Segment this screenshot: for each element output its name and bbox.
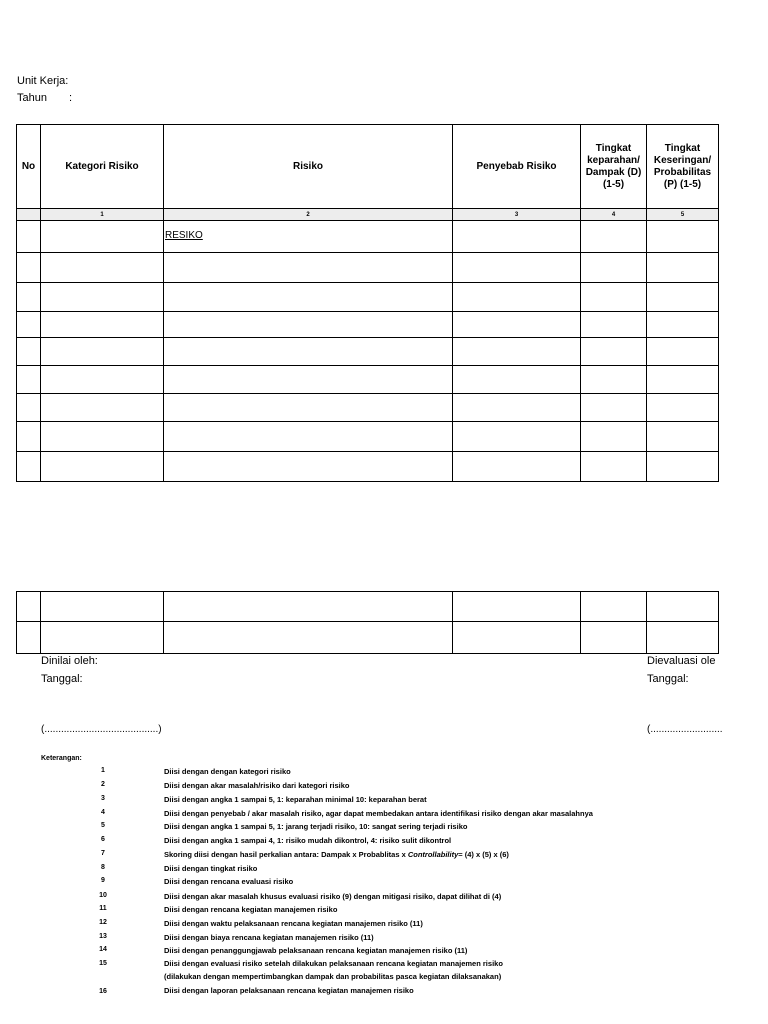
table-cell[interactable] <box>41 283 164 312</box>
table-cell[interactable] <box>164 422 453 452</box>
col-number: 4 <box>581 209 647 221</box>
table-cell[interactable] <box>41 452 164 482</box>
col-number: 3 <box>453 209 581 221</box>
table-row <box>17 338 719 366</box>
table-cell[interactable] <box>41 338 164 366</box>
keterangan-text: Diisi dengan dengan kategori risiko <box>164 767 291 776</box>
table-row <box>17 394 719 422</box>
column-number-row <box>17 209 719 221</box>
keterangan-text: Diisi dengan rencana kegiatan manajemen risiko <box>164 905 338 914</box>
table-cell[interactable] <box>17 283 41 312</box>
keterangan-item <box>0 988 768 1000</box>
table-cell[interactable] <box>41 622 164 654</box>
table-cell[interactable] <box>17 312 41 338</box>
keterangan-number: 6 <box>101 836 105 843</box>
table-cell[interactable] <box>41 253 164 283</box>
col-number <box>17 209 41 221</box>
keterangan-text: Diisi dengan waktu pelaksanaan rencana kegiatan manajemen risiko (11) <box>164 919 423 928</box>
table-cell[interactable] <box>581 422 647 452</box>
keterangan-text-continued: (dilakukan dengan mempertimbangkan dampak dan probabilitas pasca kegiatan dilaksanakan) <box>164 972 502 981</box>
keterangan-text: Diisi dengan angka 1 sampai 5, 1: keparahan minimal 10: keparahan berat <box>164 795 427 804</box>
table-row <box>17 592 719 622</box>
table-cell[interactable] <box>17 622 41 654</box>
keterangan-number: 7 <box>101 850 105 857</box>
table-cell[interactable] <box>17 253 41 283</box>
keterangan-item <box>0 795 768 807</box>
table-cell[interactable] <box>164 338 453 366</box>
table-cell[interactable] <box>164 452 453 482</box>
keterangan-text-part: Skoring diisi dengan hasil perkalian antara: Dampak x Probablitas x <box>164 850 408 859</box>
keterangan-item <box>0 959 768 981</box>
col-number: 5 <box>647 209 719 221</box>
table-cell[interactable] <box>164 312 453 338</box>
keterangan-item <box>0 933 768 945</box>
table-cell[interactable] <box>581 452 647 482</box>
table-cell[interactable] <box>647 253 719 283</box>
risk-register-table-continued <box>16 591 719 654</box>
right-tanggal-label: Tanggal: <box>647 673 689 685</box>
table-cell[interactable] <box>164 283 453 312</box>
col-number: 2 <box>164 209 453 221</box>
table-cell[interactable] <box>581 312 647 338</box>
keterangan-text: Diisi dengan evaluasi risiko setelah dilakukan pelaksanaan rencana kegiatan manajemen risiko <box>164 959 503 968</box>
keterangan-number: 14 <box>99 946 107 953</box>
keterangan-number: 11 <box>99 905 107 912</box>
keterangan-number: 12 <box>99 919 107 926</box>
table-cell[interactable] <box>647 338 719 366</box>
table-cell[interactable] <box>453 253 581 283</box>
keterangan-text: Diisi dengan tingkat risiko <box>164 864 258 873</box>
keterangan-item <box>0 822 768 834</box>
keterangan-text: Diisi dengan biaya rencana kegiatan manajemen risiko (11) <box>164 933 374 942</box>
table-cell[interactable] <box>581 338 647 366</box>
table-row <box>17 312 719 338</box>
table-cell[interactable] <box>17 366 41 394</box>
col-header-kategori: Kategori Risiko <box>41 125 164 209</box>
table-cell[interactable] <box>164 592 453 622</box>
table-cell[interactable] <box>164 394 453 422</box>
col-number: 1 <box>41 209 164 221</box>
table-cell[interactable] <box>17 221 41 253</box>
table-cell[interactable] <box>647 394 719 422</box>
unit-kerja-label: Unit Kerja: <box>17 75 69 87</box>
table-row <box>17 366 719 394</box>
dievaluasi-oleh-label: Dievaluasi ole <box>647 655 716 667</box>
table-cell[interactable] <box>17 452 41 482</box>
table-cell[interactable] <box>647 283 719 312</box>
keterangan-number: 3 <box>101 795 105 802</box>
table-cell[interactable] <box>453 312 581 338</box>
keterangan-text-part: = (4) x (5) x (6) <box>458 850 509 859</box>
table-cell[interactable] <box>647 366 719 394</box>
keterangan-number: 10 <box>99 892 107 899</box>
keterangan-item <box>0 877 768 889</box>
table-cell[interactable] <box>453 338 581 366</box>
col-header-probabilitas: Tingkat Keseringan/ Probabilitas (P) (1-5) <box>647 125 719 209</box>
table-cell[interactable] <box>581 366 647 394</box>
keterangan-number: 5 <box>101 822 105 829</box>
keterangan-item <box>0 864 768 876</box>
table-row <box>17 622 719 654</box>
keterangan-number: 9 <box>101 877 105 884</box>
table-cell[interactable] <box>41 422 164 452</box>
keterangan-text: Diisi dengan laporan pelaksanaan rencana kegiatan manajemen risiko <box>164 986 414 995</box>
dinilai-oleh-label: Dinilai oleh: <box>41 655 98 667</box>
table-cell[interactable] <box>17 592 41 622</box>
col-header-no: No <box>17 125 41 209</box>
table-cell[interactable] <box>453 592 581 622</box>
keterangan-item <box>0 767 768 779</box>
table-row <box>17 253 719 283</box>
keterangan-text: Diisi dengan rencana evaluasi risiko <box>164 877 294 886</box>
table-cell[interactable] <box>581 622 647 654</box>
keterangan-text: Diisi dengan penyebab / akar masalah risiko, agar dapat membedakan antara identifikasi risiko dengan akar masalahnya <box>164 809 593 818</box>
table-cell[interactable] <box>581 221 647 253</box>
col-header-risiko: Risiko <box>164 125 453 209</box>
keterangan-number: 13 <box>99 933 107 940</box>
right-signature-line: (.......................... <box>647 724 723 735</box>
keterangan-item <box>0 809 768 821</box>
table-cell[interactable] <box>453 452 581 482</box>
table-cell[interactable] <box>453 366 581 394</box>
table-cell[interactable] <box>647 312 719 338</box>
table-header-row <box>17 125 719 209</box>
keterangan-item <box>0 781 768 793</box>
table-cell[interactable] <box>581 283 647 312</box>
table-cell[interactable] <box>453 422 581 452</box>
keterangan-title: Keterangan: <box>41 755 82 762</box>
keterangan-text: Diisi dengan penanggungjawab pelaksanaan rencana kegiatan manajemen risiko (11) <box>164 946 468 955</box>
table-row <box>17 422 719 452</box>
table-cell[interactable] <box>164 366 453 394</box>
table-cell[interactable] <box>41 312 164 338</box>
col-header-dampak: Tingkat keparahan/ Dampak (D) (1-5) <box>581 125 647 209</box>
table-row <box>17 283 719 312</box>
keterangan-item <box>0 892 768 904</box>
keterangan-text-italic: Controllability <box>407 850 459 859</box>
keterangan-item <box>0 905 768 917</box>
keterangan-number: 1 <box>101 767 105 774</box>
keterangan-text <box>164 850 509 859</box>
table-cell[interactable] <box>41 394 164 422</box>
keterangan-number: 8 <box>101 864 105 871</box>
table-cell[interactable] <box>164 221 453 253</box>
table-cell[interactable] <box>453 394 581 422</box>
table-cell[interactable] <box>17 422 41 452</box>
table-cell[interactable] <box>164 622 453 654</box>
table-cell[interactable] <box>581 592 647 622</box>
tahun-colon: : <box>69 92 73 104</box>
risk-register-table <box>16 124 719 482</box>
keterangan-item <box>0 836 768 848</box>
risiko-text: RESIKO <box>165 230 203 241</box>
table-cell[interactable] <box>647 452 719 482</box>
table-row <box>17 452 719 482</box>
left-tanggal-label: Tanggal: <box>41 673 83 685</box>
left-signature-line: (.........................................) <box>41 724 162 735</box>
table-cell[interactable] <box>41 366 164 394</box>
table-cell[interactable] <box>581 253 647 283</box>
keterangan-text: Diisi dengan angka 1 sampai 5, 1: jarang terjadi risiko, 10: sangat sering terjadi risiko <box>164 822 468 831</box>
keterangan-item <box>0 850 768 862</box>
keterangan-number: 4 <box>101 809 105 816</box>
keterangan-text: Diisi dengan akar masalah khusus evaluasi risiko (9) dengan mitigasi risiko, dapat dilihat di (4) <box>164 892 502 901</box>
table-cell[interactable] <box>453 221 581 253</box>
table-cell[interactable] <box>647 221 719 253</box>
table-cell[interactable] <box>453 283 581 312</box>
keterangan-text: Diisi dengan akar masalah/risiko dari kategori risiko <box>164 781 350 790</box>
keterangan-number: 15 <box>99 960 107 967</box>
table-cell[interactable] <box>41 592 164 622</box>
tahun-label: Tahun <box>17 92 47 104</box>
col-header-penyebab: Penyebab Risiko <box>453 125 581 209</box>
table-cell[interactable] <box>17 338 41 366</box>
table-cell[interactable] <box>41 221 164 253</box>
table-row <box>17 221 719 253</box>
table-cell[interactable] <box>647 622 719 654</box>
table-cell[interactable] <box>17 394 41 422</box>
keterangan-number: 2 <box>101 781 105 788</box>
table-cell[interactable] <box>647 592 719 622</box>
keterangan-number: 16 <box>99 988 107 995</box>
table-cell[interactable] <box>164 253 453 283</box>
keterangan-item <box>0 946 768 958</box>
table-cell[interactable] <box>581 394 647 422</box>
table-cell[interactable] <box>647 422 719 452</box>
keterangan-item <box>0 919 768 931</box>
keterangan-text: Diisi dengan angka 1 sampai 4, 1: risiko mudah dikontrol, 4: risiko sulit dikontrol <box>164 836 452 845</box>
table-cell[interactable] <box>453 622 581 654</box>
